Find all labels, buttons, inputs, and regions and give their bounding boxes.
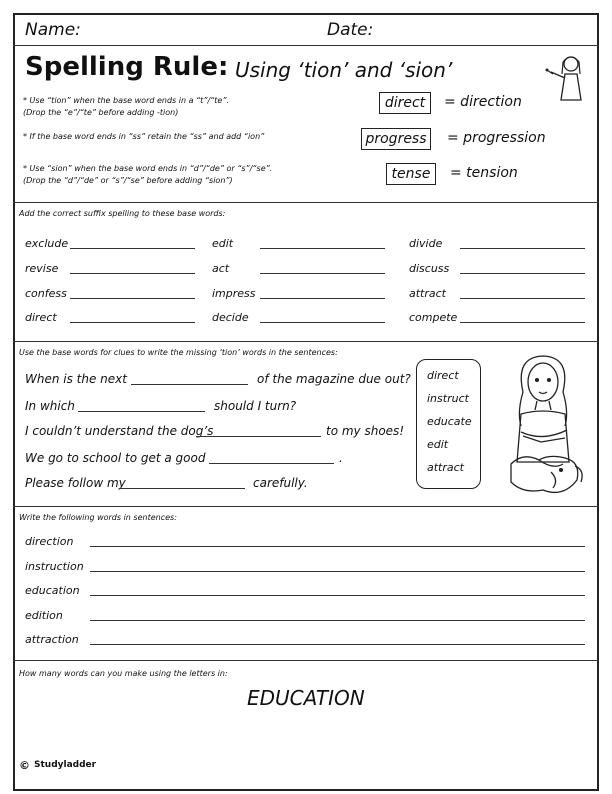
sentence-1-start: When is the next bbox=[25, 372, 127, 386]
answer-line[interactable] bbox=[70, 298, 195, 299]
sentence-line[interactable] bbox=[90, 620, 585, 621]
sentence-5-start: Please follow my bbox=[25, 476, 126, 490]
suffix-word: exclude bbox=[25, 237, 69, 250]
suffix-word: direct bbox=[25, 311, 57, 324]
letters-section bbox=[13, 661, 599, 791]
answer-line[interactable] bbox=[260, 322, 385, 323]
rule1-line2: (Drop the “e”/“te” before adding -tion) bbox=[23, 108, 179, 117]
answer-line[interactable] bbox=[460, 273, 585, 274]
rule1-word-box: direct bbox=[379, 92, 431, 114]
word-bank-item: attract bbox=[427, 461, 464, 474]
write-word: education bbox=[25, 584, 80, 597]
letters-word: EDUCATION bbox=[247, 686, 365, 710]
answer-line[interactable] bbox=[260, 248, 385, 249]
rule1-line1: * Use “tion” when the base word ends in a “t”/“te”. bbox=[23, 96, 230, 105]
rule2-result: = progression bbox=[447, 130, 546, 146]
suffix-word: decide bbox=[212, 311, 249, 324]
sentence-4-start: We go to school to get a good bbox=[25, 451, 206, 465]
sentence-3-end: to my shoes! bbox=[326, 424, 405, 438]
answer-line[interactable] bbox=[209, 463, 334, 464]
answer-line[interactable] bbox=[460, 298, 585, 299]
word-bank-item: instruct bbox=[427, 392, 469, 405]
suffix-word: confess bbox=[25, 287, 67, 300]
sentence-line[interactable] bbox=[90, 546, 585, 547]
word-bank-item: educate bbox=[427, 415, 472, 428]
sentence-2-start: In which bbox=[25, 399, 75, 413]
rule1-result: = direction bbox=[444, 94, 522, 110]
word-bank-item: edit bbox=[427, 438, 449, 451]
brand-logo-text: Studyladder bbox=[34, 760, 97, 770]
write-instruction: Write the following words in sentences: bbox=[19, 513, 177, 522]
answer-line[interactable] bbox=[260, 273, 385, 274]
rule2-word-box: progress bbox=[361, 128, 431, 150]
name-label: Name: bbox=[25, 20, 81, 40]
rule-subtitle: Using ‘tion’ and ‘sion’ bbox=[235, 58, 453, 82]
answer-line[interactable] bbox=[260, 298, 385, 299]
answer-line[interactable] bbox=[70, 273, 195, 274]
sentence-3-start: I couldn’t understand the dog’s bbox=[25, 424, 214, 438]
rule-section bbox=[13, 46, 599, 203]
sentence-4-end: . bbox=[339, 451, 343, 465]
write-word: edition bbox=[25, 609, 63, 622]
sentence-line[interactable] bbox=[90, 571, 585, 572]
sentences-instruction: Use the base words for clues to write the missing ‘tion’ words in the sentences: bbox=[19, 348, 338, 357]
answer-line[interactable] bbox=[78, 411, 205, 412]
sentence-5-end: carefully. bbox=[253, 476, 308, 490]
answer-line[interactable] bbox=[196, 436, 321, 437]
sentence-2-end: should I turn? bbox=[214, 399, 297, 413]
answer-line[interactable] bbox=[119, 488, 245, 489]
copyright-icon: © bbox=[19, 759, 30, 772]
sentences-section bbox=[13, 342, 599, 507]
write-word: direction bbox=[25, 535, 74, 548]
teacher-icon bbox=[541, 52, 591, 104]
header-bar bbox=[13, 13, 599, 46]
answer-line[interactable] bbox=[460, 248, 585, 249]
rule3-result: = tension bbox=[450, 165, 518, 181]
write-word: instruction bbox=[25, 560, 84, 573]
rule2-line1: * If the base word ends in “ss” retain the “ss” and add “ion” bbox=[23, 132, 265, 141]
suffix-word: revise bbox=[25, 262, 59, 275]
date-label: Date: bbox=[327, 20, 374, 40]
girl-with-dog-illustration bbox=[493, 352, 589, 500]
answer-line[interactable] bbox=[131, 384, 248, 385]
rule-title: Spelling Rule: bbox=[25, 52, 229, 82]
answer-line[interactable] bbox=[70, 248, 195, 249]
suffix-word: divide bbox=[409, 237, 443, 250]
sentence-line[interactable] bbox=[90, 644, 585, 645]
sentence-line[interactable] bbox=[90, 595, 585, 596]
suffix-word: discuss bbox=[409, 262, 450, 275]
sentence-1-end: of the magazine due out? bbox=[257, 372, 411, 386]
answer-line[interactable] bbox=[70, 322, 195, 323]
write-section bbox=[13, 507, 599, 661]
suffix-instruction: Add the correct suffix spelling to these base words: bbox=[19, 209, 226, 218]
suffix-word: attract bbox=[409, 287, 446, 300]
write-word: attraction bbox=[25, 633, 79, 646]
suffix-word: impress bbox=[212, 287, 256, 300]
rule3-line2: (Drop the “d”/“de” or “s”/“se” before adding “sion”) bbox=[23, 176, 233, 185]
suffix-word: act bbox=[212, 262, 230, 275]
answer-line[interactable] bbox=[460, 322, 585, 323]
suffix-section bbox=[13, 203, 599, 342]
rule3-line1: * Use “sion” when the base word ends in “d”/“de” or “s”/“se”. bbox=[23, 164, 273, 173]
suffix-word: compete bbox=[409, 311, 458, 324]
word-bank-item: direct bbox=[427, 369, 459, 382]
suffix-word: edit bbox=[212, 237, 234, 250]
rule3-word-box: tense bbox=[386, 163, 436, 185]
letters-instruction: How many words can you make using the letters in: bbox=[19, 669, 228, 678]
word-bank bbox=[416, 359, 481, 489]
